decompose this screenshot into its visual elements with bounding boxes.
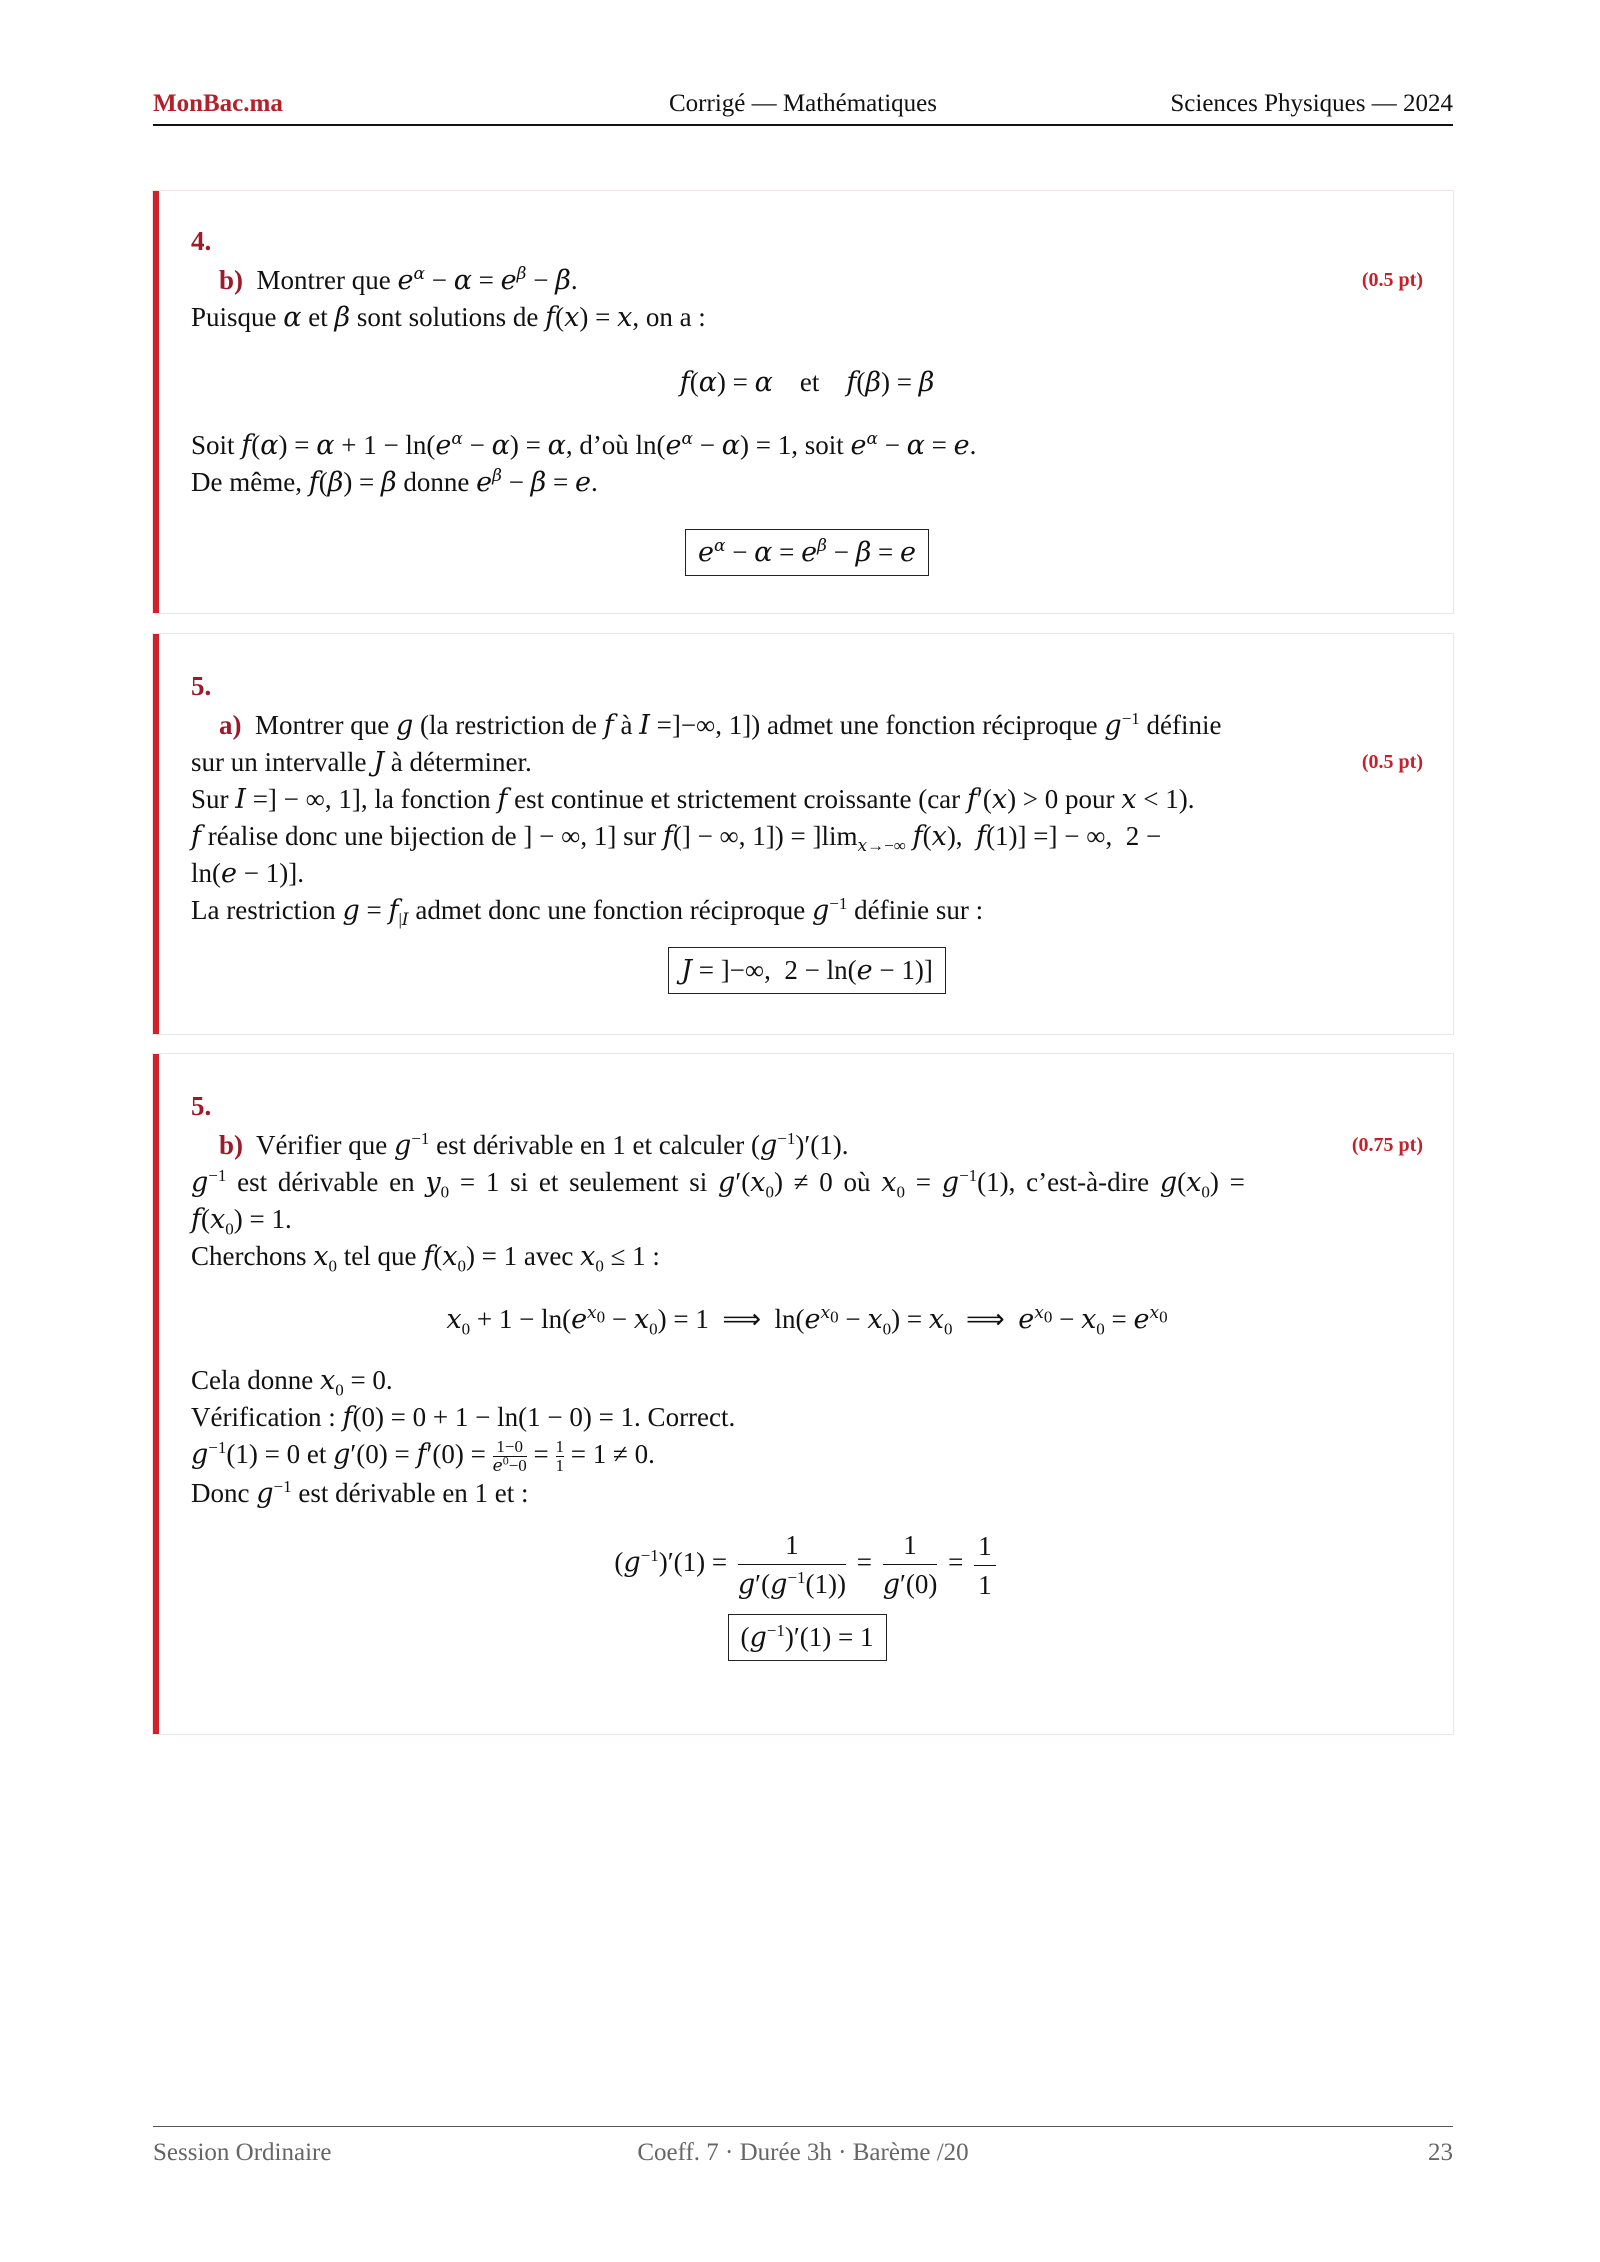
- text-line: Sur I =] − ∞, 1], la fonction f est continue et strictement croissante (car f′(x) > 0 pour x < 1).: [191, 784, 1195, 815]
- result-wrapper: [191, 1614, 1423, 1661]
- boxed-result: $e^\alpha - \alpha = e^\beta - \beta = e$: [685, 529, 929, 576]
- brand-logo-text[interactable]: MonBac.ma: [153, 90, 283, 117]
- text-line: f réalise donc une bijection de ] − ∞, 1] sur f(] − ∞, $1]) = ]\lim_{x\to-\infty}$ f(x), f(1)] =] − ∞, 2 −: [191, 821, 1162, 857]
- question-statement: b) Vérifier que $g^{-1}$ est dérivable en 1 et calculer $(g^{-1})'(1)$. (0.75 pt): [191, 1127, 1423, 1164]
- page-header: [153, 88, 1453, 126]
- text-line: Vérification : f(0) = 0 + 1 − ln(1 − 0) = 1. Correct.: [191, 1402, 736, 1433]
- document-section: Sciences Physiques — 2024: [1170, 90, 1453, 117]
- result-wrapper: [191, 529, 1423, 576]
- display-fraction-equation: $(g^{-1})'(1)$ = $\frac{1}{g'(g^{-1}(1))}$ = $\frac{1}{g'(0)}$ = $\frac{1}{1}$: [191, 1526, 1423, 1604]
- display-equation: f(α) = α et f(β) = β: [679, 367, 935, 398]
- document-title: Corrigé — Mathématiques: [669, 90, 937, 117]
- page-footer: [153, 2126, 1453, 2177]
- part-label: b): [219, 1130, 244, 1160]
- text-line: La restriction $g = f_{|I}$ admet donc une fonction réciproque $g^{-1}$ définie sur :: [191, 894, 984, 931]
- text-line: ln(e − 1)].: [191, 858, 304, 889]
- question-number: 4.: [191, 226, 212, 256]
- text-line: Cherchons $x_0$ tel que $f(x_0) = 1$ avec $x_0 \le 1$ :: [191, 1241, 660, 1276]
- question-number: 5.: [191, 671, 212, 701]
- text-line: $g^{-1}$ est dérivable en $y_0 = 1$ si et seulement si $g'(x_0) \ne 0$ où $x_0 = g^{-1}(1)$, c’est-à-dire $g(x_0)$ =: [191, 1166, 1245, 1202]
- footer-info: Coeff. 7 · Durée 3h · Barème /20: [637, 2139, 969, 2166]
- boxed-result: J = ]−∞, 2 − ln(e − 1)]: [668, 947, 946, 994]
- boxed-result: $(g^{-1})'(1) = 1$: [728, 1614, 887, 1661]
- text-line: Puisque α et β sont solutions de f(x) = x, on a :: [191, 302, 706, 333]
- footer-session: Session Ordinaire: [153, 2139, 332, 2166]
- text-line: $f(x_0) = 1$.: [191, 1204, 292, 1239]
- question-number: 5.: [191, 1091, 212, 1121]
- question-4b-box: [153, 191, 1453, 613]
- text-line: Donc $g^{-1}$ est dérivable en 1 et :: [191, 1477, 529, 1510]
- question-statement-cont: sur un intervalle J à déterminer. (0.5 pt): [191, 744, 1423, 781]
- question-5a-box: [153, 634, 1453, 1034]
- points-badge: (0.5 pt): [1361, 751, 1423, 773]
- points-badge: (0.75 pt): [1351, 1134, 1423, 1156]
- text-line: $g^{-1}(1) = 0$ et g′(0) = f′(0) = $\frac{1-0}{e^0-0}$ = $\frac{1}{1}$ = 1 ≠ 0.: [191, 1437, 655, 1477]
- display-equation: $x_0 + 1 - \ln(e^{x_0} - x_0) = 1$ ⟹ $\ln(e^{x_0} - x_0) = x_0$ ⟹ $e^{x_0} - x_0 = e^{x_0}$: [446, 1303, 1168, 1339]
- part-label: a): [219, 710, 242, 740]
- question-statement: a) Montrer que g (la restriction de f à I =]−∞, 1]) admet une fonction réciproque $g^{-1}$ définie: [219, 709, 1222, 741]
- question-5b-box: [153, 1054, 1453, 1734]
- result-wrapper: [191, 947, 1423, 994]
- text-line: Cela donne $x_0 = 0$.: [191, 1365, 393, 1400]
- part-label: b): [219, 265, 244, 295]
- page-number: 23: [1428, 2139, 1453, 2166]
- text-line: Soit $f(\alpha) = \alpha + 1 - \ln(e^\alpha - \alpha) = \alpha$, d’où $\ln(e^\alpha - \alpha) = 1$, soit $e^\alpha - \alpha = e$.: [191, 429, 977, 461]
- text-line: De même, f(β) = β donne $e^\beta - \beta = e$.: [191, 466, 598, 498]
- points-badge: (0.5 pt): [1361, 269, 1423, 291]
- question-statement: b) Montrer que $e^\alpha - \alpha = e^\beta - \beta$. (0.5 pt): [191, 262, 1423, 299]
